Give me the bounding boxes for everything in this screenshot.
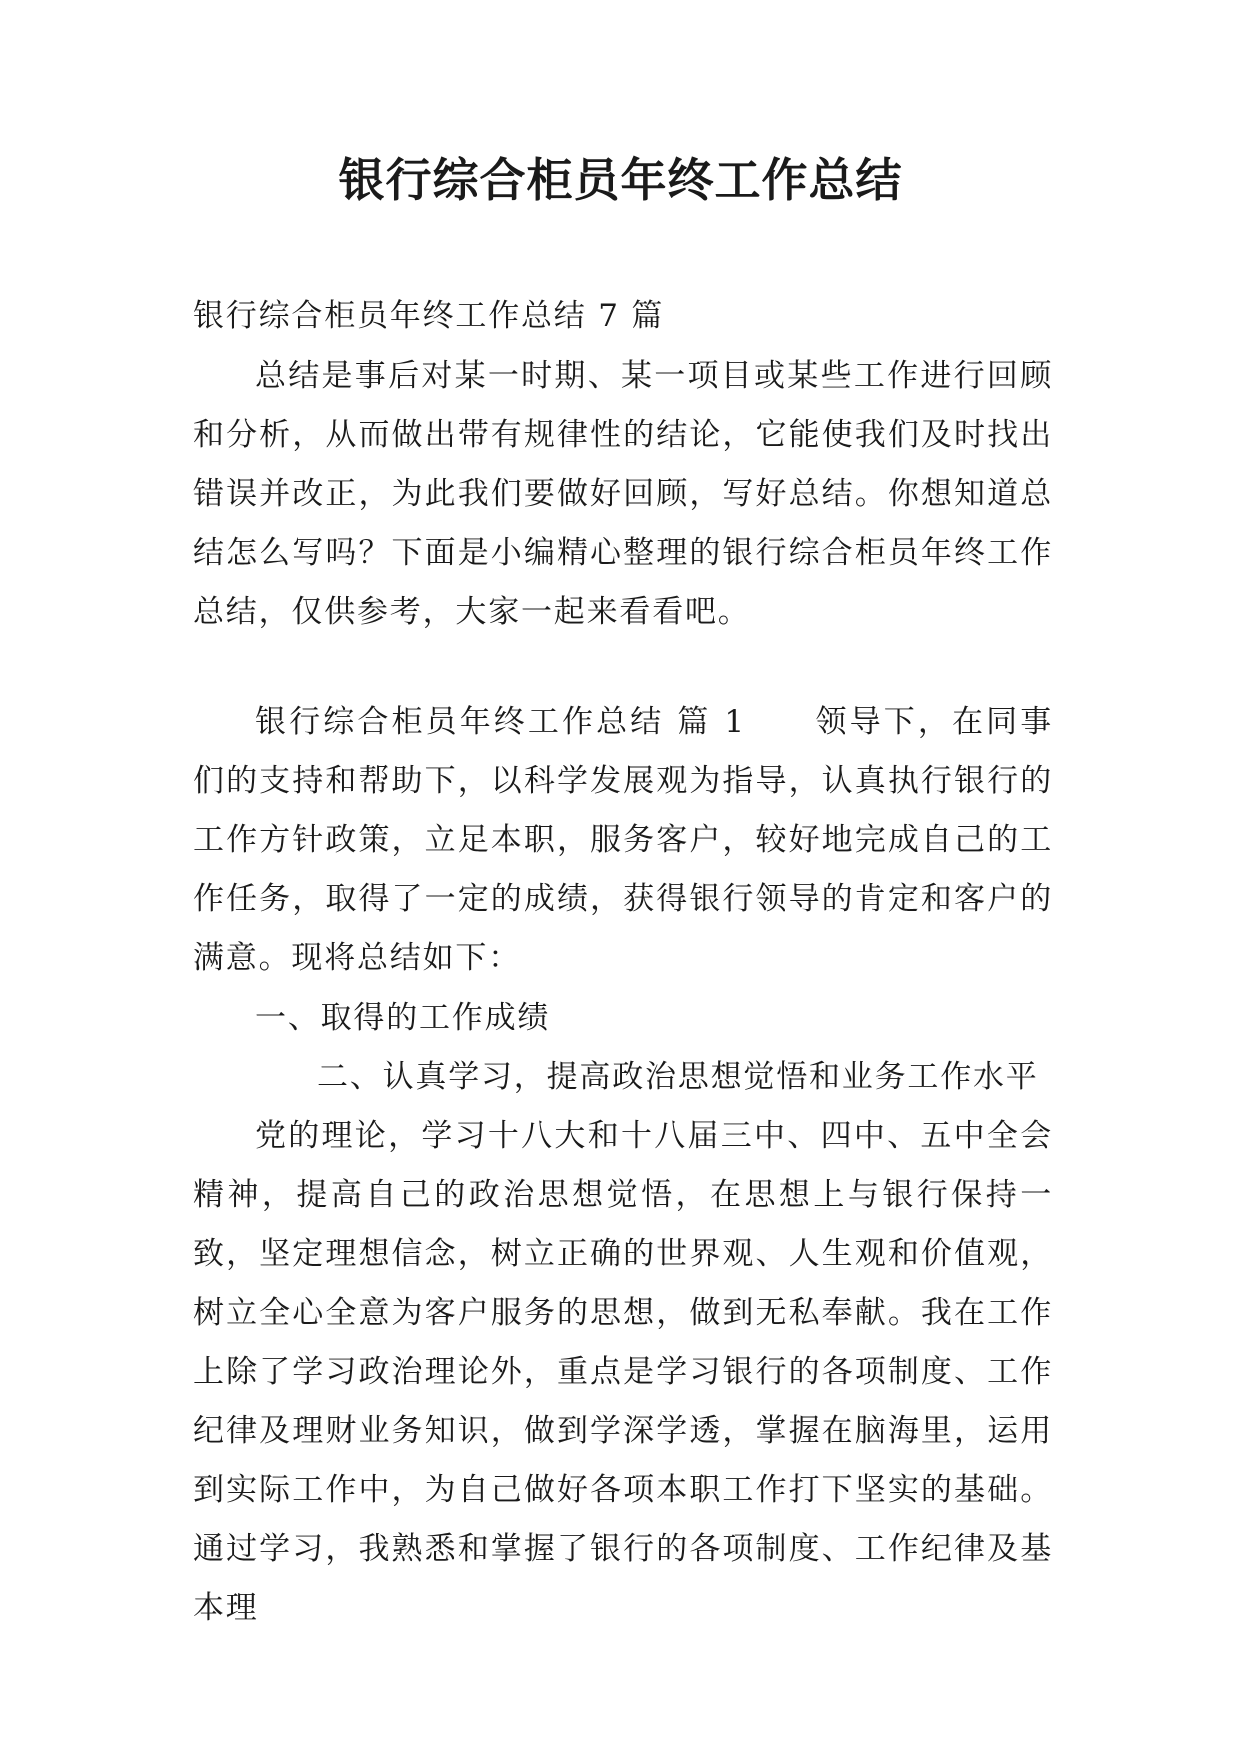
section-heading-2: 二、认真学习，提高政治思想觉悟和业务工作水平 xyxy=(317,1059,1039,1095)
section-1-paragraph: 银行综合柜员年终工作总结 篇 1 领导下，在同事们的支持和帮助下，以科学发展观为指导，认真执行银行的工作方针政策，立足本职，服务客户，较好地完成自己的工作任务，取得了一定的成绩，获得银行领导的肯定和客户的满意。现将总结如下： xyxy=(193,704,1053,976)
intro-paragraph: 总结是事后对某一时期、某一项目或某些工作进行回顾和分析，从而做出带有规律性的结论，它能使我们及时找出错误并改正，为此我们要做好回顾，写好总结。你想知道总结怎么写吗？下面是小编精心整理的银行综合柜员年终工作总结，仅供参考，大家一起来看看吧。 xyxy=(193,358,1053,630)
section-2-paragraph: 党的理论，学习十八大和十八届三中、四中、五中全会精神，提高自己的政治思想觉悟，在思想上与银行保持一致，坚定理想信念，树立正确的世界观、人生观和价值观，树立全心全意为客户服务的思想，做到无私奉献。我在工作上除了学习政治理论外，重点是学习银行的各项制度、工作纪律及理财业务知识，做到学深学透，掌握在脑海里，运用到实际工作中，为自己做好各项本职工作打下坚实的基础。通过学习，我熟悉和掌握了银行的各项制度、工作纪律及基本理 xyxy=(193,1118,1053,1626)
document-title: 银行综合柜员年终工作总结 xyxy=(338,153,903,207)
section-heading-1: 一、取得的工作成绩 xyxy=(255,1000,551,1036)
document-subtitle: 银行综合柜员年终工作总结 7 篇 xyxy=(193,298,665,334)
